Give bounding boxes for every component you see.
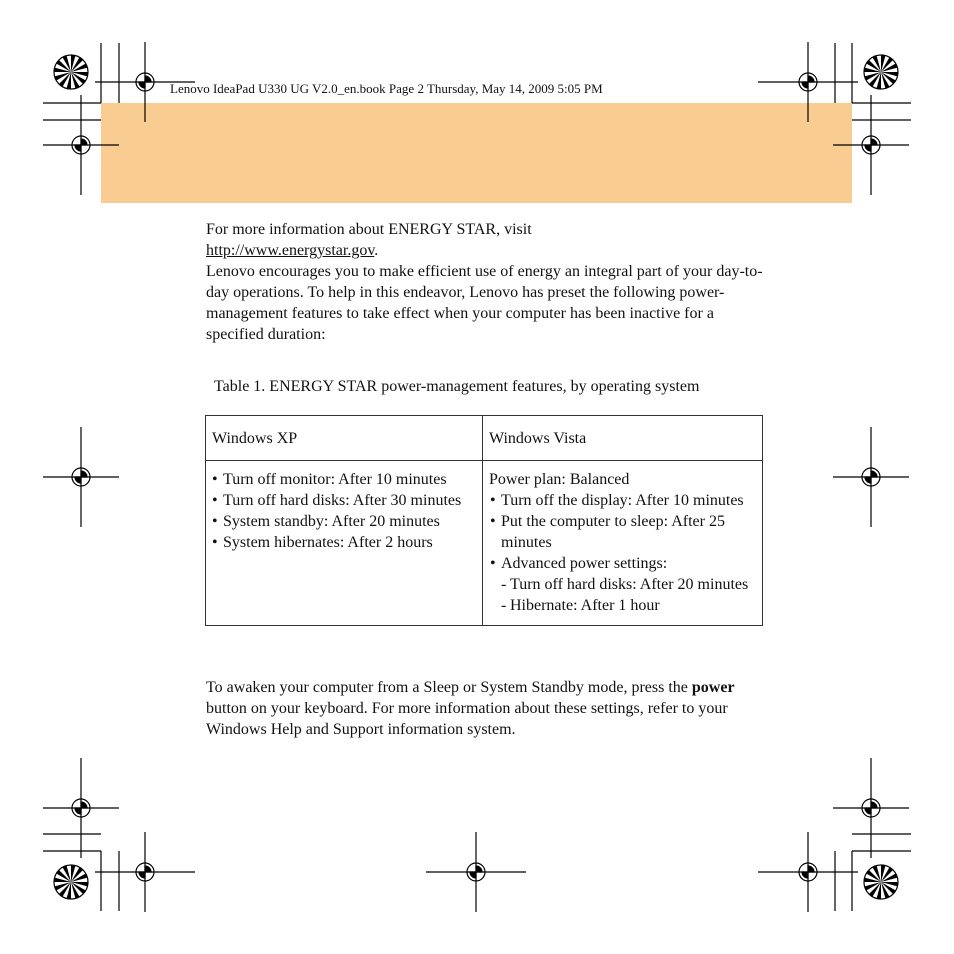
color-star-target-icon (54, 865, 88, 899)
header-windows-xp: Windows XP (206, 416, 483, 461)
registration-mark-icon (833, 427, 909, 527)
vista-item: • Put the computer to sleep: After 25 minutes (489, 511, 762, 553)
xp-cell (206, 461, 483, 626)
registration-mark-icon (43, 427, 119, 527)
vista-power-plan: Power plan: Balanced (489, 471, 630, 488)
xp-item: • Turn off hard disks: After 30 minutes (211, 490, 482, 511)
power-keyword: power (691, 679, 735, 696)
registration-mark-icon (43, 95, 119, 195)
vista-item: • Turn off the display: After 10 minutes (489, 490, 762, 511)
registration-mark-icon (43, 758, 119, 858)
registration-mark-icon (426, 832, 526, 912)
xp-item: • System hibernates: After 2 hours (211, 532, 482, 553)
color-star-target-icon (864, 865, 898, 899)
closing-paragraph (206, 677, 766, 740)
vista-sub-item (489, 574, 762, 595)
energystar-link[interactable]: http://www.energystar.gov (206, 242, 375, 259)
vista-cell (483, 461, 763, 626)
power-management-table (205, 415, 763, 626)
registration-mark-icon (95, 832, 195, 912)
header-windows-vista: Windows Vista (483, 416, 763, 461)
xp-item: • Turn off monitor: After 10 minutes (211, 469, 482, 490)
closing-text-after: button on your keyboard. For more information about these settings, refer to your Windows Help and Support information system. (206, 700, 728, 738)
table-row (206, 461, 763, 626)
table-header-row (206, 416, 763, 461)
registration-mark-icon (833, 758, 909, 858)
color-star-target-icon (54, 55, 88, 89)
color-star-target-icon (864, 55, 898, 89)
intro-paragraph: Lenovo encourages you to make efficient use of energy an integral part of your day-to-day operations. To help in this endeavor, Lenovo has preset the following power-management features to take effect when your computer has been inactive for a specified duration: (206, 263, 763, 343)
registration-mark-icon (833, 95, 909, 195)
registration-mark-icon (758, 832, 858, 912)
intro-text (206, 219, 766, 345)
closing-text-before: To awaken your computer from a Sleep or System Standby mode, press the (206, 679, 692, 696)
vista-item: • Advanced power settings: (489, 553, 762, 574)
vista-sub-item (489, 595, 762, 616)
book-header-line: Lenovo IdeaPad U330 UG V2.0_en.book Page 2 Thursday, May 14, 2009 5:05 PM (170, 81, 603, 96)
table-caption: Table 1. ENERGY STAR power-management features, by operating system (214, 378, 700, 395)
link-suffix: . (374, 242, 379, 259)
registration-mark-icon (758, 42, 858, 122)
vista-sub-item-text: Hibernate: After 1 hour (510, 597, 660, 614)
xp-item: • System standby: After 20 minutes (211, 511, 482, 532)
vista-sub-item-text: Turn off hard disks: After 20 minutes (510, 576, 749, 593)
intro-line: For more information about ENERGY STAR, visit (206, 221, 532, 238)
